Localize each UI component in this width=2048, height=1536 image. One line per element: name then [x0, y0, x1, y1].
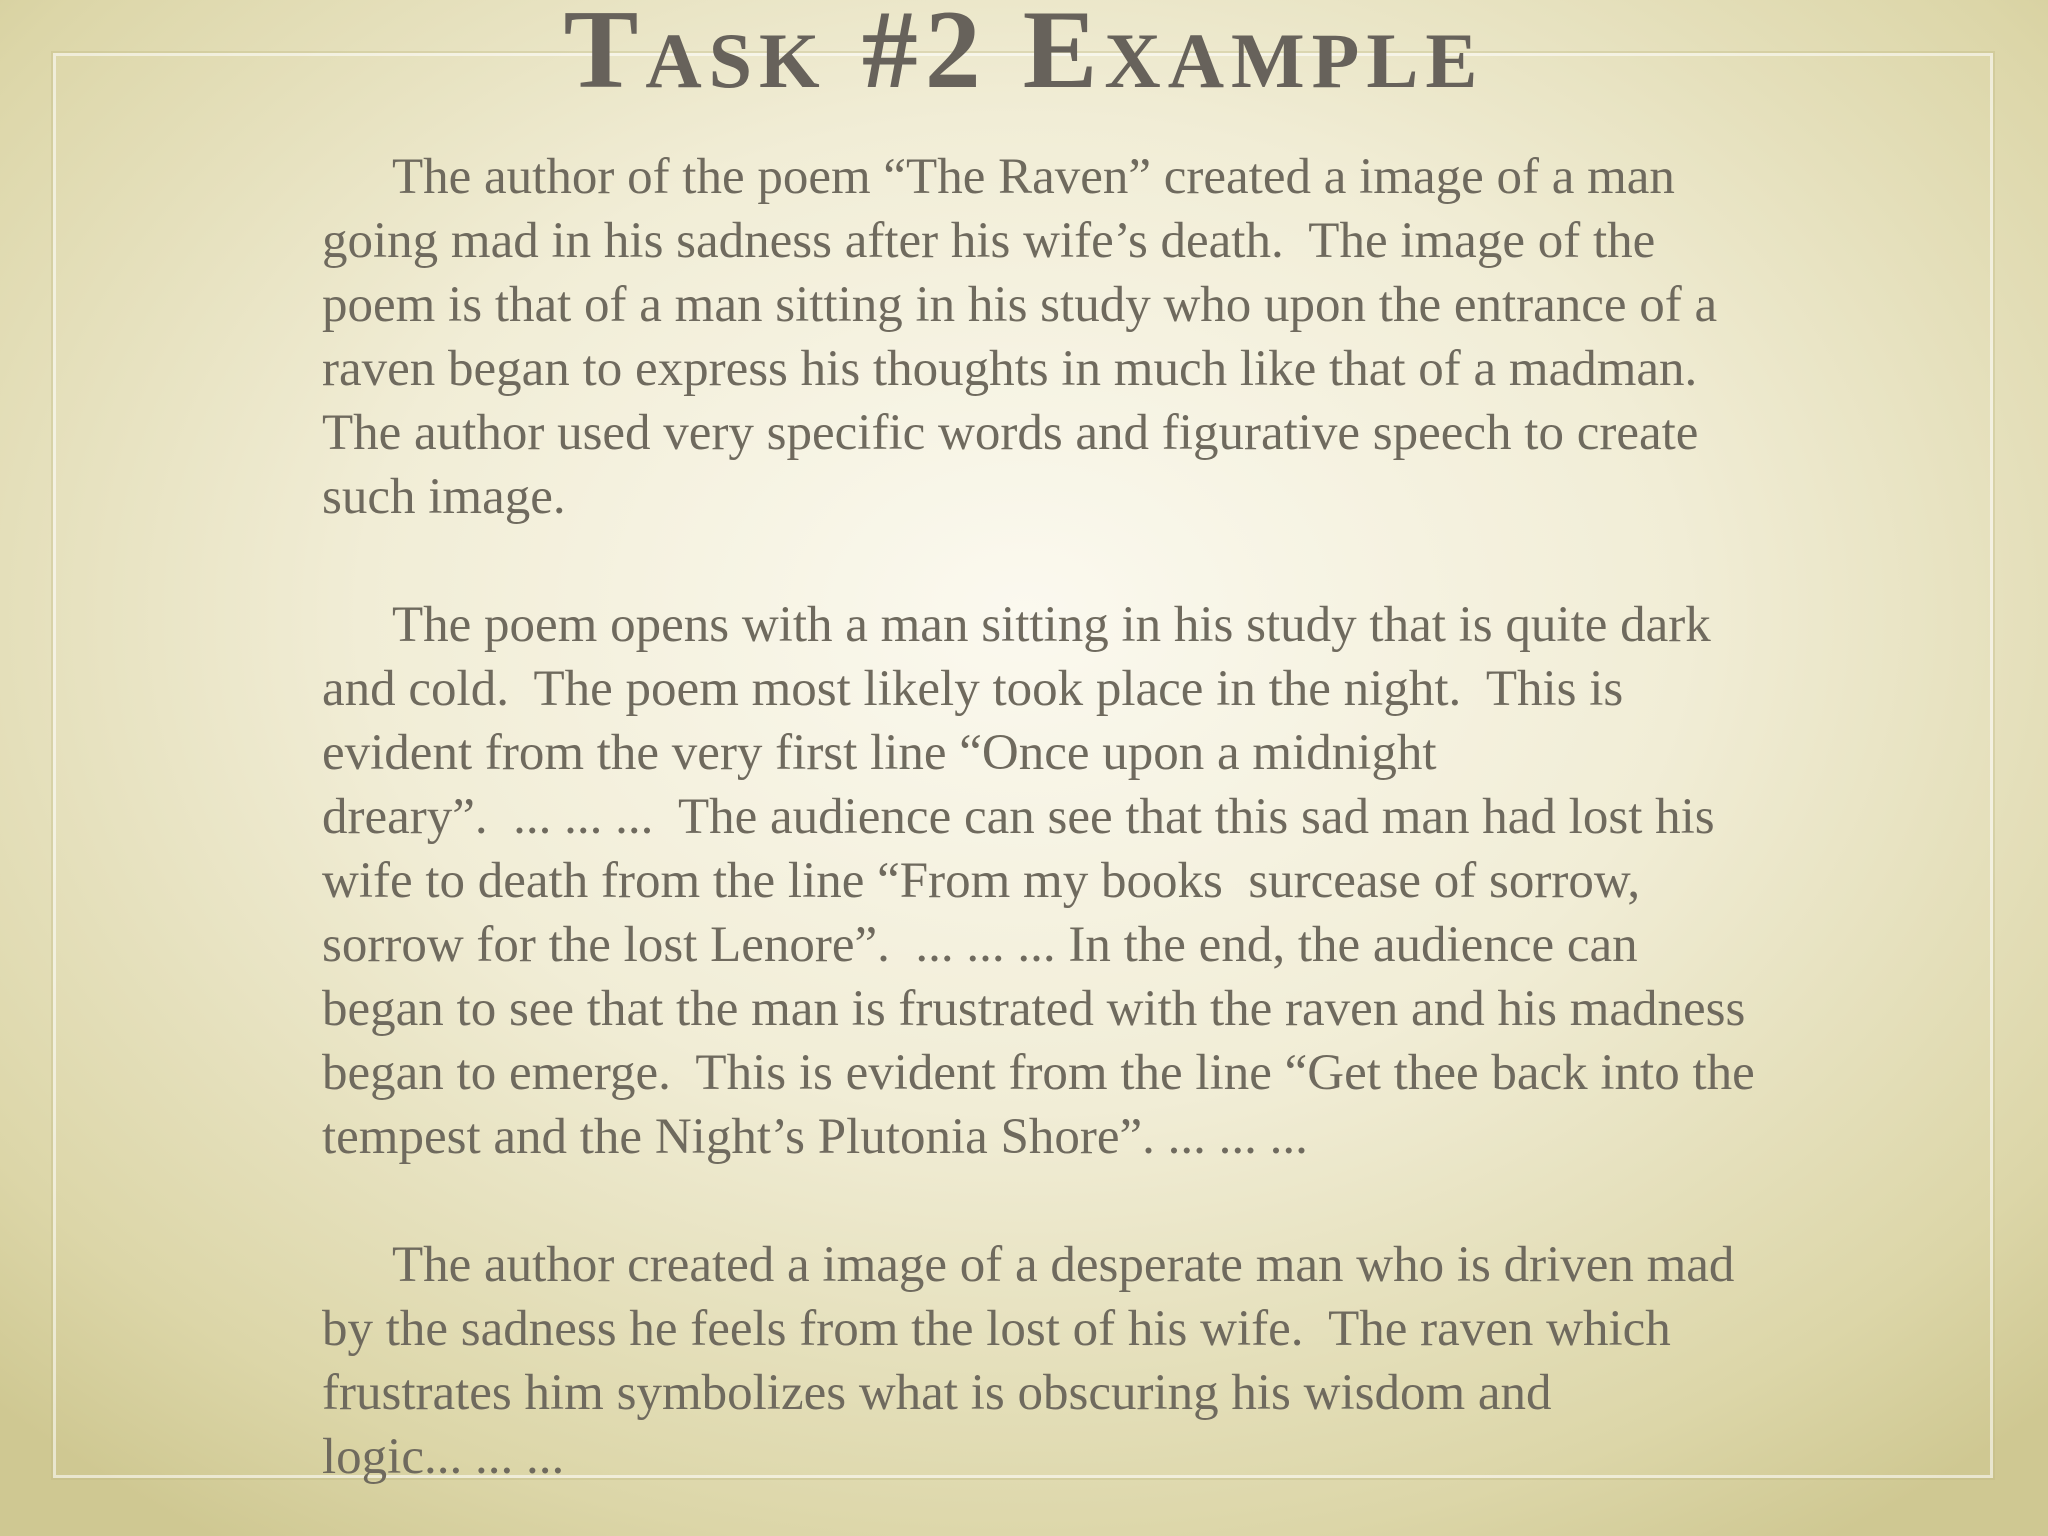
paragraph-line: began to see that the man is frustrated with the raven and his madness	[322, 981, 1746, 1037]
paragraph-line: dreary”. ... ... ... The audience can see that this sad man had lost his	[322, 789, 1715, 845]
paragraph-line: The author used very specific words and figurative speech to create	[322, 405, 1699, 461]
paragraph-line: by the sadness he feels from the lost of his wife. The raven which	[322, 1301, 1671, 1357]
paragraph-line: wife to death from the line “From my books surcease of sorrow,	[322, 853, 1641, 909]
paragraph-line: going mad in his sadness after his wife’s death. The image of the	[322, 213, 1656, 269]
paragraph-1	[322, 145, 1922, 529]
paragraph-line: poem is that of a man sitting in his study who upon the entrance of a	[322, 277, 1718, 333]
paragraph-line: raven began to express his thoughts in much like that of a madman.	[322, 341, 1698, 397]
slide-title: Task #2 Example	[563, 0, 1485, 112]
paragraph-line: The poem opens with a man sitting in his study that is quite dark	[392, 597, 1711, 653]
paragraph-3	[322, 1233, 1922, 1489]
paragraph-line: such image.	[322, 469, 566, 525]
paragraph-line: sorrow for the lost Lenore”. ... ... ... In the end, the audience can	[322, 917, 1638, 973]
paragraph-line: The author created a image of a desperate man who is driven mad	[392, 1237, 1735, 1293]
slide-body	[322, 145, 1922, 1489]
paragraph-line: The author of the poem “The Raven” created a image of a man	[392, 149, 1675, 205]
paragraph-2	[322, 593, 1922, 1169]
paragraph-line: began to emerge. This is evident from the line “Get thee back into the	[322, 1045, 1755, 1101]
paragraph-line: logic... ... ...	[322, 1429, 565, 1485]
paragraph-line: evident from the very first line “Once upon a midnight	[322, 725, 1437, 781]
paragraph-line: frustrates him symbolizes what is obscuring his wisdom and	[322, 1365, 1552, 1421]
paragraph-line: and cold. The poem most likely took place in the night. This is	[322, 661, 1624, 717]
paragraph-line: tempest and the Night’s Plutonia Shore”. ... ... ...	[322, 1109, 1308, 1165]
